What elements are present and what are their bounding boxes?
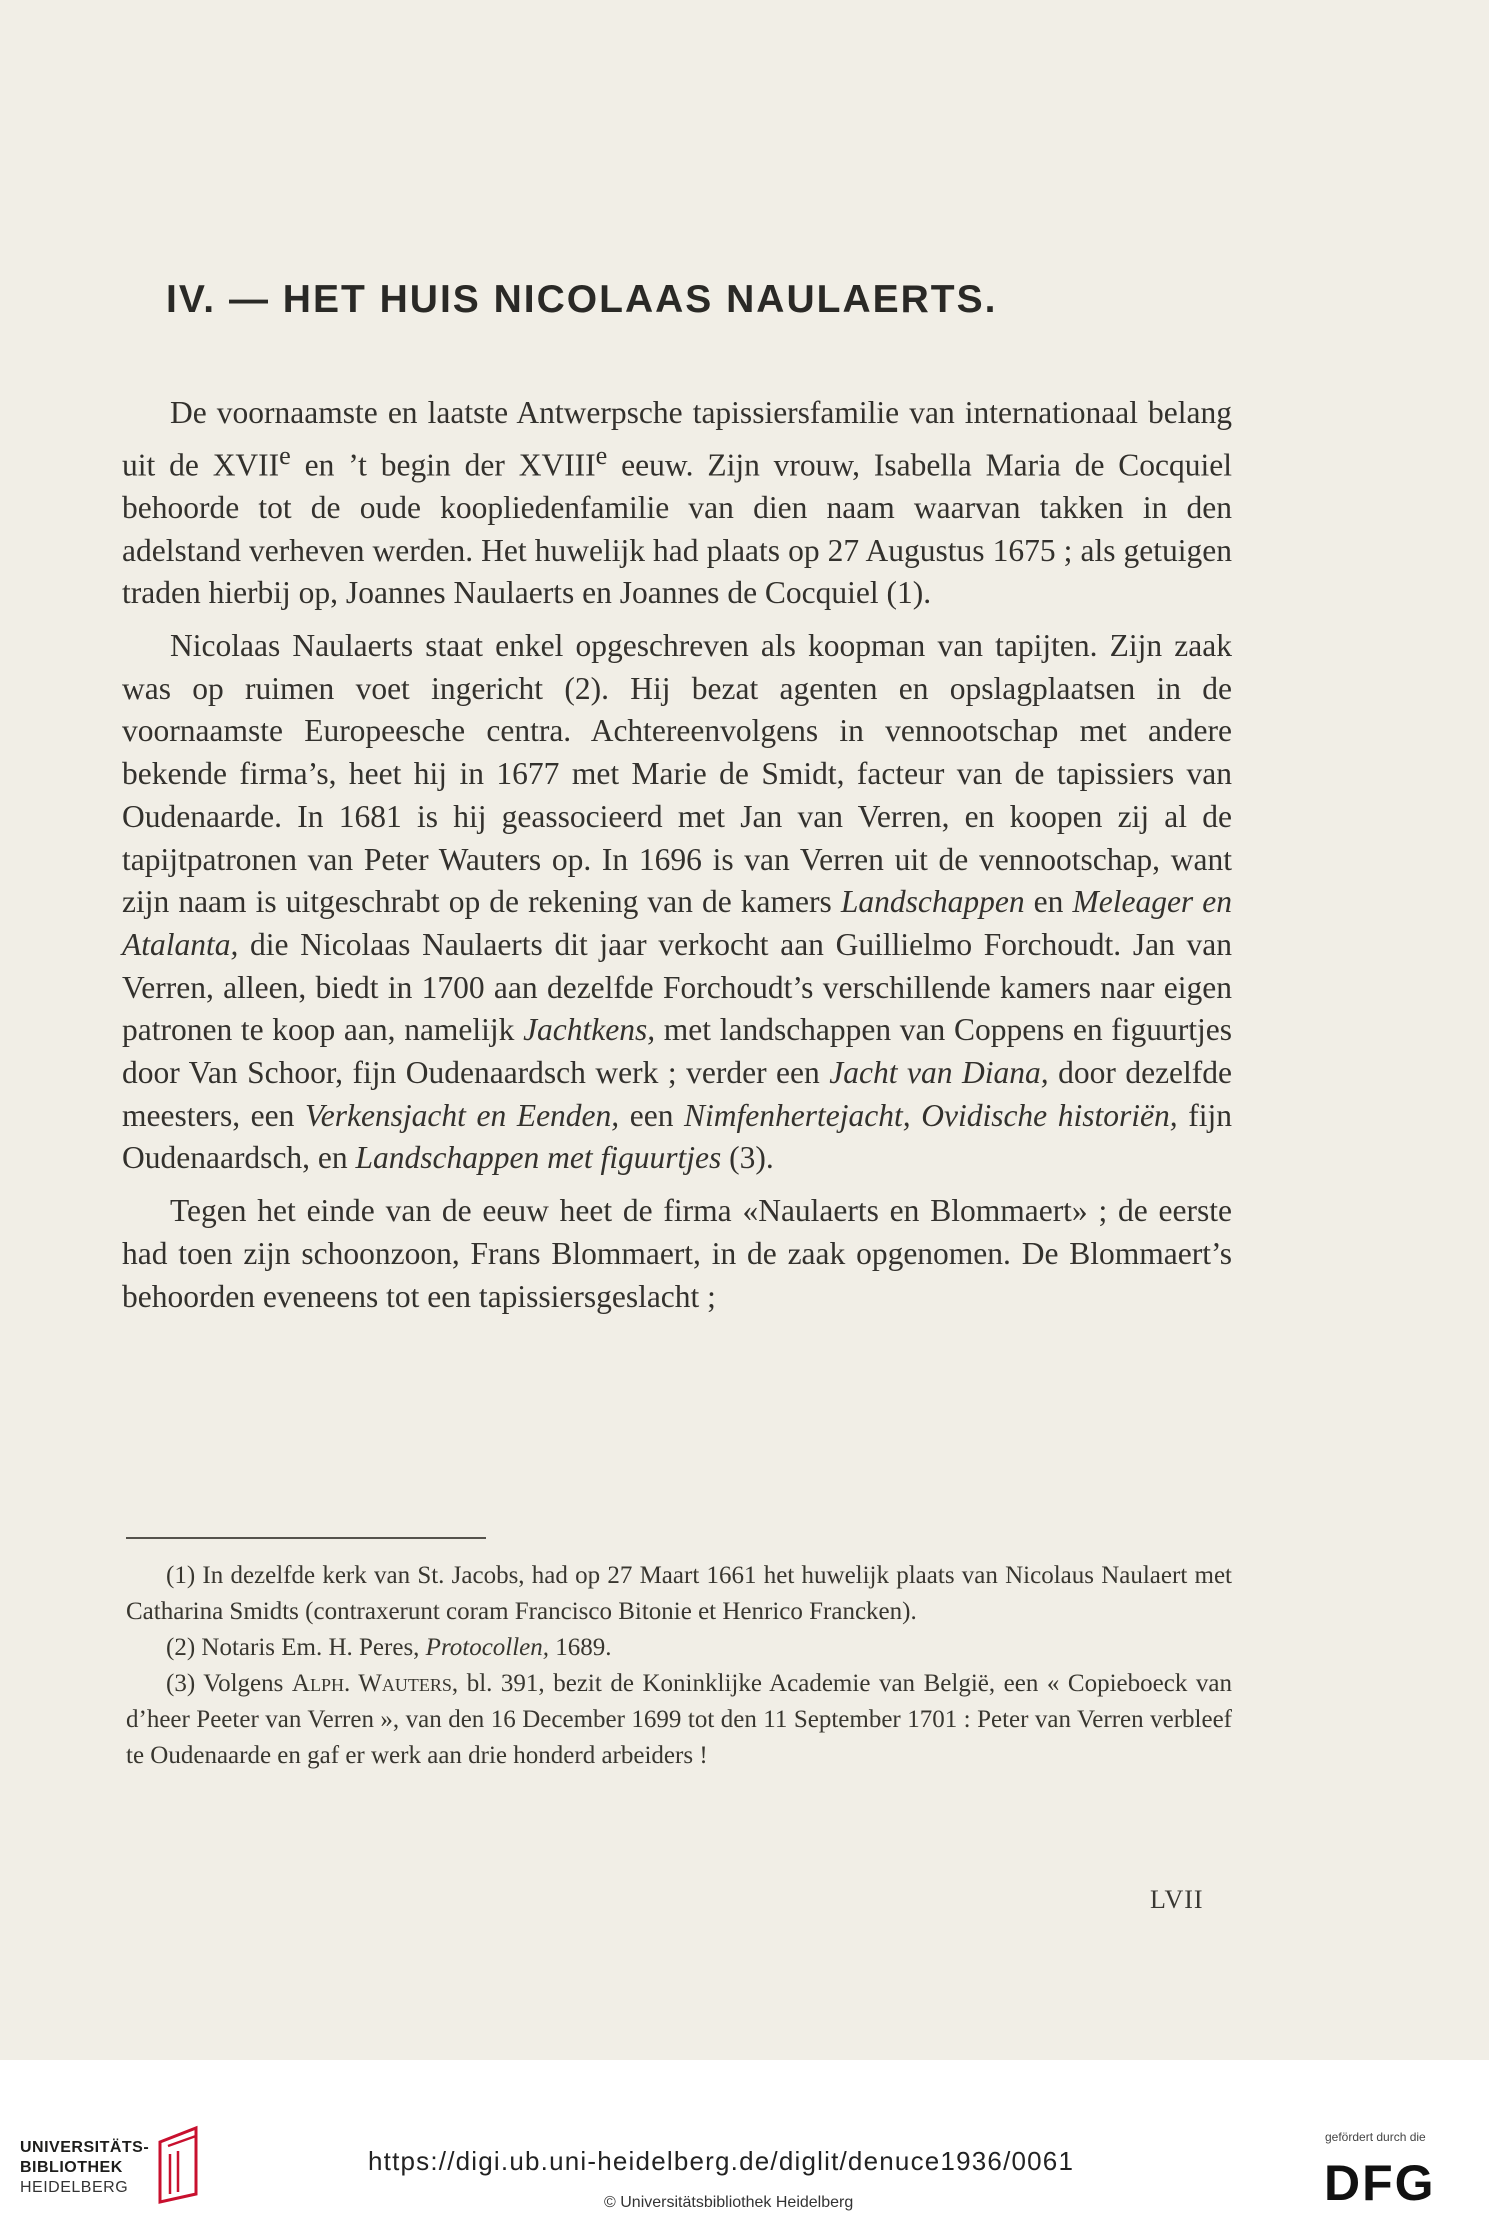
italic-title: Landschappen met figuurtjes [355,1140,722,1176]
library-city-line: HEIDELBERG [20,2179,129,2196]
text-run: een [619,1097,685,1133]
text-run: (2) Notaris Em. H. Peres, [166,1634,426,1661]
italic-title: Jachtkens, [523,1012,656,1048]
small-caps-name: Alph. Wauters [291,1670,452,1697]
funding-caption: gefördert durch die [1325,2130,1426,2144]
text-run: eeuw. Zijn vrouw, Isabella Maria de Cocquiel behoorde tot de oude koopliedenfamilie van dien naam waarvan takken in den adelstand verheven werden. Het huwelijk had plaats op 27 Augustus 1675 ; als getuigen traden hierbij op, Joannes Naulaerts en Joannes de Cocquiel (1). [122,447,1233,611]
text-run: Nicolaas Naulaerts staat enkel opgeschreven als koopman van tapijten. Zijn zaak was op ruimen voet ingericht (2). Hij bezat agenten en opslagplaatsen in de voornaamste Europeesche centra. Achtereenvolgens in vennootschap met andere bekende firma’s, heet hij in 1677 met Marie de Smidt, facteur van de tapissiers van Oudenaarde. In 1681 is hij geassocieerd met Jan van Verren, en koopen zij al de tapijtpatronen van Peter Wauters op. In 1696 is van Verren uit de vennootschap, want zijn naam is uitgeschrabt op de rekening van de kamers [122,628,1232,920]
footnotes [126,1558,1232,1774]
text-run: (3) Volgens [166,1670,292,1697]
library-logo-text[interactable] [20,2138,149,2198]
body-text [122,392,1232,1328]
text-run: , bl. 391, bezit de Koninklijke Academie van België, een « Copieboeck van d’heer Peeter van Verren », van den 16 December 1699 tot den 11 September 1701 : Peter van Verren verbleef te Oudenaarde en gaf er werk aan drie honderd arbeiders ! [126,1670,1232,1769]
page-number: LVII [1150,1885,1204,1914]
text-run: en ’t begin der XVIII [290,447,596,483]
library-logo-icon [152,2124,208,2204]
italic-title: Verkensjacht en Eenden, [304,1097,620,1133]
text-run: 1689. [549,1634,612,1661]
text-run: (3). [721,1140,774,1176]
text-run: en [1024,884,1073,920]
library-name-line: UNIVERSITÄTS- [20,2139,150,2156]
text-run: door dezelfde meesters, een [122,1055,1233,1133]
footnote-2 [126,1630,1232,1666]
superscript: e [595,440,608,470]
italic-title: Nimfenhertejacht, Ovidische historiën, [684,1097,1178,1133]
library-name-line: BIBLIOTHEK [20,2159,123,2176]
chapter-heading: IV. — HET HUIS NICOLAAS NAULAERTS. [166,278,998,321]
text-run: De voornaamste en laatste Antwerpsche tapissiersfamilie van internationaal belang uit de XVII [122,395,1232,483]
italic-title: Jacht van Diana, [829,1055,1049,1091]
viewer-footer [0,2060,1489,2229]
paragraph: Tegen het einde van de eeuw heet de firma «Naulaerts en Blommaert» ; de eerste had toen zijn schoonzoon, Frans Blommaert, in de zaak opgenomen. De Blommaert’s behoorden eveneens tot een tapissiersgeslacht ; [122,1193,1232,1314]
dfg-logo[interactable]: DFG [1324,2155,1436,2211]
footnote-1: (1) In dezelfde kerk van St. Jacobs, had op 27 Maart 1661 het huwelijk plaats van Nicolaus Naulaert met Catharina Smidts (contraxerunt coram Francisco Bitonie et Henrico Francken). [126,1562,1232,1625]
footnote-3 [126,1666,1232,1774]
permalink-url[interactable]: https://digi.ub.uni-heidelberg.de/diglit/denuce1936/0061 [368,2146,1075,2176]
paragraph [122,625,1232,1180]
italic-title: Meleager en Atalanta, [122,884,1232,962]
text-run: met landschappen van Coppens en figuurtjes door Van Schoor, fijn Oudenaardsch werk ; verder een [122,1012,1232,1091]
italic-title: Protocollen, [425,1634,550,1661]
text-run: die Nicolaas Naulaerts dit jaar verkocht aan Guillielmo Forchoudt. Jan van Verren, alleen, biedt in 1700 aan dezelfde Forchoudt’s verschillende kamers naar eigen patronen te koop aan, namelijk [122,926,1232,1048]
italic-title: Landschappen [840,884,1025,920]
paragraph [122,392,1232,615]
superscript: e [279,440,291,470]
footnote-divider [126,1537,486,1539]
text-run: fijn Oudenaardsch, en [122,1097,1232,1176]
copyright-notice: © Universitätsbibliothek Heidelberg [604,2194,854,2211]
